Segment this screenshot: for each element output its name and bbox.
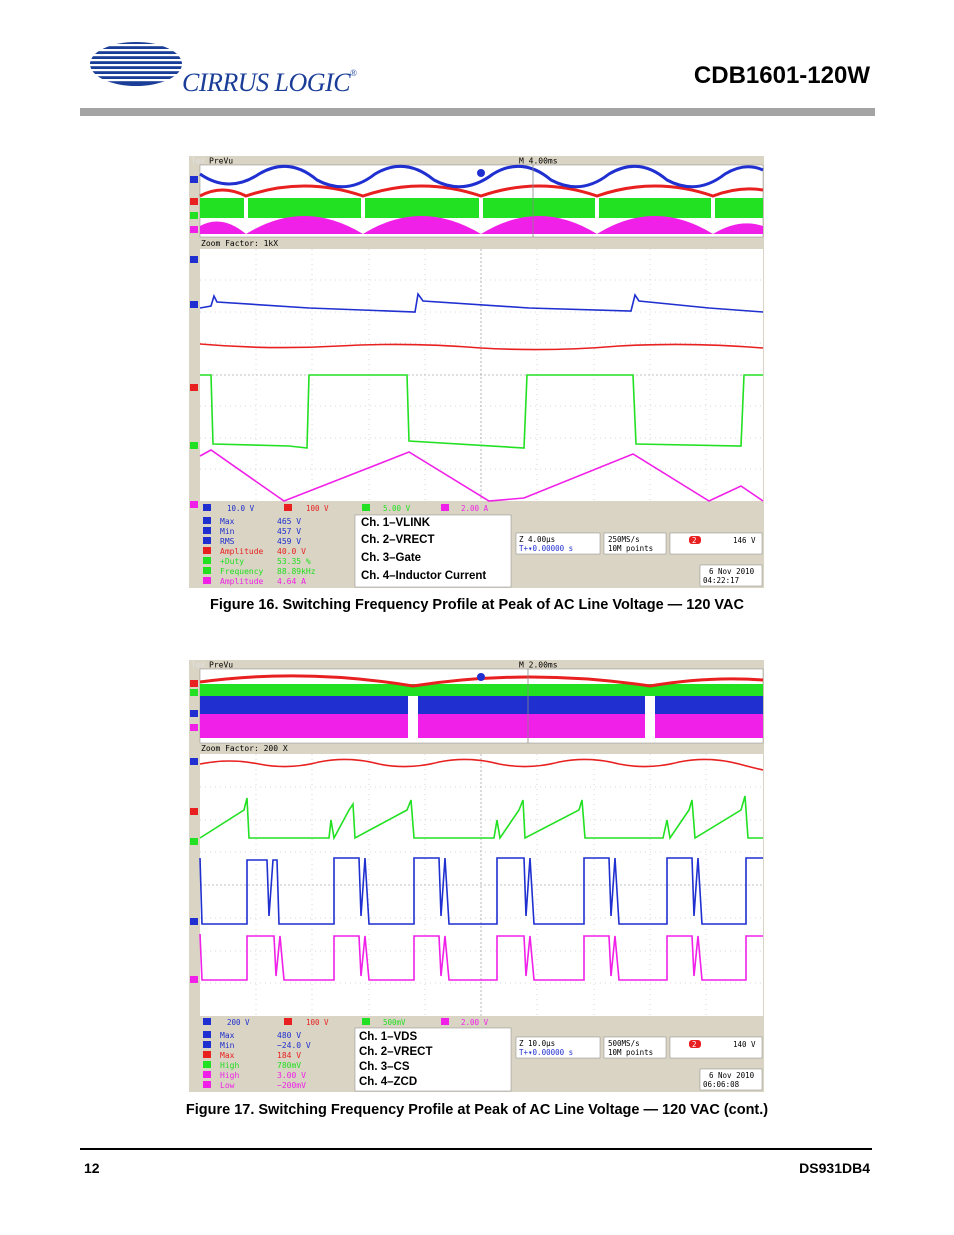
svg-text:Min: Min: [220, 527, 235, 536]
svg-text:2.00 A: 2.00 A: [461, 504, 489, 513]
svg-text:459 V: 459 V: [277, 537, 302, 546]
header-rule: [80, 108, 875, 116]
zoom-factor: Zoom Factor: 1kX: [201, 239, 279, 248]
svg-text:06:06:08: 06:06:08: [703, 1080, 740, 1089]
figure-16-caption: Figure 16. Switching Frequency Profile at Peak of AC Line Voltage — 120 VAC: [210, 597, 744, 613]
svg-text:Low: Low: [220, 1081, 235, 1090]
svg-text:88.89kHz: 88.89kHz: [277, 567, 316, 576]
scope-screen: [189, 156, 764, 588]
svg-text:100 V: 100 V: [306, 504, 329, 513]
svg-text:780mV: 780mV: [277, 1061, 302, 1070]
svg-text:T+▾0.00000 s: T+▾0.00000 s: [519, 544, 574, 553]
legend-ch4: Ch. 4–ZCD: [359, 1076, 418, 1088]
svg-text:500mV: 500mV: [383, 1018, 406, 1027]
svg-text:457 V: 457 V: [277, 527, 302, 536]
oscilloscope-capture-figure-17: [189, 660, 764, 1092]
scope-timebase: M 4.00ms: [519, 156, 558, 166]
page-number: 12: [84, 1160, 100, 1176]
svg-text:RMS: RMS: [220, 537, 235, 546]
svg-text:Min: Min: [220, 1041, 235, 1050]
oscilloscope-capture-figure-16: [189, 156, 764, 588]
svg-text:6 Nov 2010: 6 Nov 2010: [709, 1071, 755, 1080]
svg-text:Max: Max: [220, 1051, 235, 1060]
svg-text:250MS/s: 250MS/s: [608, 535, 640, 544]
svg-text:04:22:17: 04:22:17: [703, 576, 740, 585]
main-channel-markers: [190, 758, 198, 983]
overview-bands: [200, 684, 763, 738]
zoom-factor: Zoom Factor: 200 X: [201, 744, 288, 753]
scope-mode: PreVu: [209, 660, 234, 670]
svg-text:2.00 V: 2.00 V: [461, 1018, 489, 1027]
legend-ch4: Ch. 4–Inductor Current: [361, 570, 487, 582]
channel-scale-bar: [203, 504, 489, 513]
svg-text:10.0 V: 10.0 V: [227, 504, 255, 513]
scope-screen: [189, 660, 764, 1092]
svg-text:10M points: 10M points: [608, 544, 654, 553]
svg-text:6 Nov 2010: 6 Nov 2010: [709, 567, 755, 576]
scope-brand: Tek: [191, 156, 206, 166]
svg-text:Max: Max: [220, 1031, 235, 1040]
svg-text:40.0 V: 40.0 V: [277, 547, 306, 556]
svg-text:Z 10.0µs: Z 10.0µs: [519, 1039, 556, 1048]
svg-text:Max: Max: [220, 517, 235, 526]
measurement-table: [203, 517, 316, 586]
timing-readouts: [516, 1037, 762, 1090]
svg-text:184 V: 184 V: [277, 1051, 302, 1060]
svg-text:−200mV: −200mV: [277, 1081, 306, 1090]
overview-channel-markers: [190, 680, 198, 731]
svg-text:500MS/s: 500MS/s: [608, 1039, 640, 1048]
scope-timebase: M 2.00ms: [519, 660, 558, 670]
legend-ch2: Ch. 2–VRECT: [359, 1046, 433, 1058]
svg-text:Z 4.00µs: Z 4.00µs: [519, 535, 556, 544]
svg-text:2: 2: [692, 1040, 697, 1049]
legend-ch3: Ch. 3–Gate: [361, 552, 422, 564]
svg-text:Frequency: Frequency: [220, 567, 264, 576]
overview-channel-markers: [190, 176, 198, 233]
svg-text:480 V: 480 V: [277, 1031, 302, 1040]
logo-swoosh-mark: [78, 42, 188, 86]
scope-brand: Tek: [191, 660, 206, 670]
legend-ch1: Ch. 1–VDS: [359, 1031, 418, 1043]
measurement-table: [203, 1031, 311, 1090]
svg-text:+Duty: +Duty: [220, 557, 245, 566]
svg-text:High: High: [220, 1071, 240, 1080]
legend-ch2: Ch. 2–VRECT: [361, 534, 435, 546]
svg-text:4.64 A: 4.64 A: [277, 577, 306, 586]
svg-text:140 V: 140 V: [733, 1040, 756, 1049]
document-title: CDB1601-120W: [693, 62, 870, 89]
svg-text:10M points: 10M points: [608, 1048, 654, 1057]
svg-text:146 V: 146 V: [733, 536, 756, 545]
timing-readouts: [516, 533, 762, 586]
scope-mode: PreVu: [209, 156, 234, 166]
svg-text:53.35 %: 53.35 %: [277, 557, 311, 566]
figure-17-caption: Figure 17. Switching Frequency Profile at Peak of AC Line Voltage — 120 VAC (cont.): [185, 1102, 769, 1118]
svg-text:T+▾0.00000 s: T+▾0.00000 s: [519, 1048, 574, 1057]
svg-text:Amplitude: Amplitude: [220, 547, 264, 556]
legend-ch1: Ch. 1–VLINK: [361, 517, 431, 529]
footer-rule: [80, 1148, 872, 1150]
svg-text:5.00 V: 5.00 V: [383, 504, 411, 513]
svg-text:100 V: 100 V: [306, 1018, 329, 1027]
document-code: DS931DB4: [799, 1160, 870, 1176]
svg-text:3.00 V: 3.00 V: [277, 1071, 306, 1080]
svg-text:465 V: 465 V: [277, 517, 302, 526]
logo-wordmark: CIRRUS LOGIC®: [182, 68, 357, 97]
svg-text:2: 2: [692, 536, 697, 545]
overview-ch3-band: [200, 198, 763, 218]
channel-scale-bar: [203, 1018, 489, 1027]
svg-text:−24.0 V: −24.0 V: [277, 1041, 311, 1050]
svg-text:Amplitude: Amplitude: [220, 577, 264, 586]
svg-text:High: High: [220, 1061, 240, 1070]
svg-text:200 V: 200 V: [227, 1018, 250, 1027]
legend-ch3: Ch. 3–CS: [359, 1061, 410, 1073]
main-channel-markers: [190, 256, 198, 508]
